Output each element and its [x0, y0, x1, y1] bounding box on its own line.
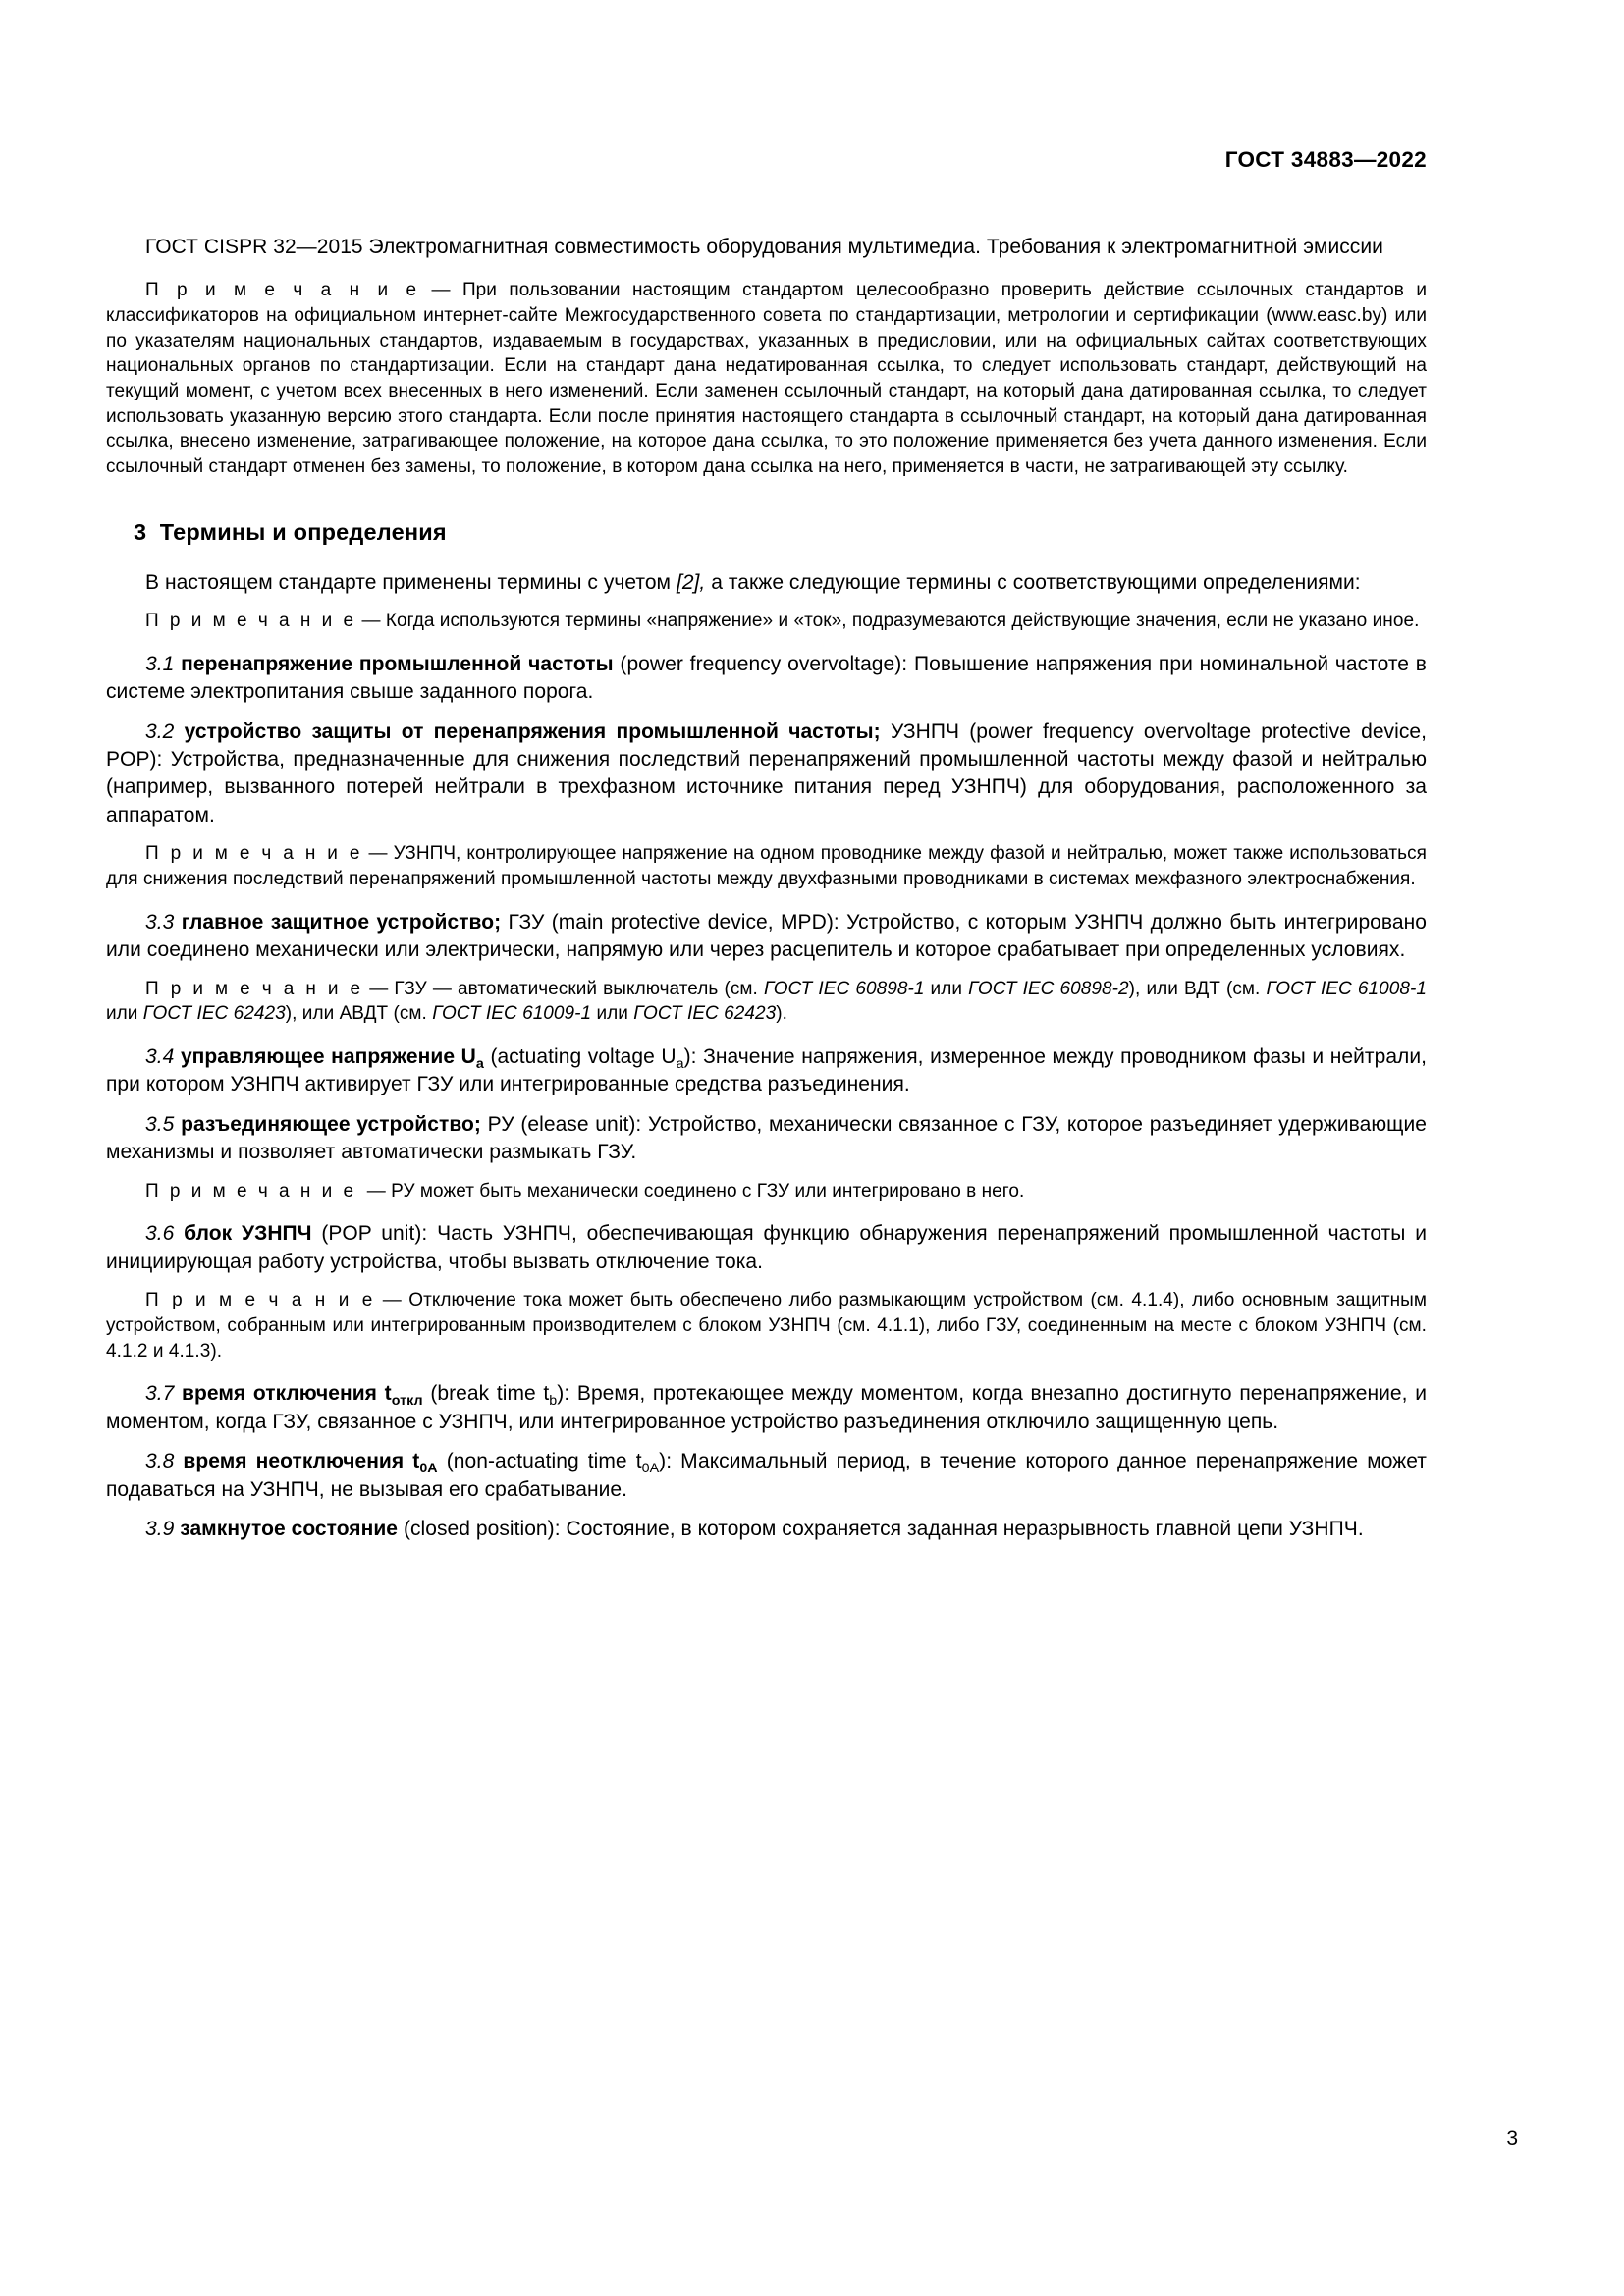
bibliographic-reference: [2],: [676, 570, 706, 594]
term-3-3-note: [106, 977, 1427, 1027]
page-header: ГОСТ 34883—2022: [1224, 147, 1427, 172]
note-body: УЗНПЧ, контролирующее напряжение на одном проводнике между фазой и нейтралью, может также использоваться для снижения последствий перенапряжений промышленной частоты между двухфазными проводниками в системах межфазного электроснабжения.: [106, 843, 1427, 890]
term-3-5-note: П р и м е ч а н и е — РУ может быть механически соединено с ГЗУ или интегрировано в него.: [145, 1180, 1025, 1201]
term-en-subscript: a: [676, 1055, 684, 1072]
term-number: 3.7: [145, 1382, 175, 1406]
note-dash: —: [419, 280, 462, 301]
term-number: 3.8: [145, 1450, 175, 1473]
reference-standard-paragraph: ГОСТ CISPR 32—2015 Электромагнитная совместимость оборудования мультимедиа. Требования к электромагнитной эмиссии: [145, 236, 1383, 258]
note-label: П р и м е ч а н и е: [145, 1180, 357, 1201]
term-3-2: [106, 719, 1427, 830]
term-name: управляющее напряжение $U_a$: [180, 1044, 484, 1072]
term-3-6: [106, 1220, 1427, 1276]
term-definition: : Время, протекающее между моментом, когда внезапно достигнуто перенапряжение, и моментом, когда ГЗУ, связанное с УЗНПЧ, или интегрированное устройство разъединения отключило защищенную цепь.: [106, 1382, 1428, 1433]
term-3-5: [106, 1111, 1427, 1167]
term-abbr: РУ: [480, 1112, 521, 1136]
note-label: П р и м е ч а н и е: [145, 611, 357, 632]
section-number: 3: [134, 518, 147, 545]
term-name: замкнутое состояние: [180, 1517, 399, 1540]
section-title-text: Термины и определения: [159, 518, 447, 545]
term-definition: : Устройства, предназначенные для снижения последствий перенапряжений промышленной частоты между фазой и нейтралью (например, вызванного потерей нейтрали в трехфазном источнике питания перед УЗНПЧ) для оборудования, расположенного за аппаратом.: [106, 748, 1427, 827]
note-body: Когда используются термины «напряжение» и «ток», подразумеваются действующие значения, если не указано иное.: [385, 611, 1420, 632]
term-name-subscript: a: [475, 1055, 484, 1072]
section-heading: [106, 519, 1427, 546]
term-3-4: [106, 1043, 1427, 1099]
term-en: (main protective device, MPD): [551, 910, 834, 934]
term-name-subscript: откл: [391, 1392, 423, 1409]
term-en: (actuating voltage $U_a$): [490, 1044, 691, 1072]
note-body: При пользовании настоящим стандартом целесообразно проверить действие ссылочных стандартов и классификаторов на официальном интернет-сайте Межгосударственного совета по стандартизации, метрологии и сертификации (www.easc.by) или по указателям национальных стандартов, издаваемым в государствах, указанных в предисловии, или на официальных сайтах соответствующих национальных органов по стандартизации. Если на стандарт дана недатированная ссылка, то следует использовать стандарт, действующий на текущий момент, с учетом всех внесенных в него изменений. Если заменен ссылочный стандарт, на который дана датированная ссылка, то следует использовать указанную версию этого стандарта. Если после принятия настоящего стандарта в ссылочный стандарт, на который дана датированная ссылка, внесено изменение, затрагивающее положение, на которое дана ссылка, то это положение применяется без учета данного изменения. Если ссылочный стандарт отменен без замены, то положение, в котором дана ссылка на него, применяется в части, не затрагивающей эту ссылку.: [106, 280, 1427, 477]
term-name: главное защитное устройство;: [181, 910, 502, 934]
term-name: время отключения $t_{откл}$: [182, 1382, 423, 1409]
term-3-7: [106, 1380, 1427, 1436]
term-definition: : Максимальный период, в течение которого данное перенапряжение может подаваться на УЗНПЧ, не вызывая его срабатывание.: [106, 1450, 1427, 1501]
term-definition: : Устройство, с которым УЗНПЧ должно быть интегрировано или соединено механически или электрически, напрямую или через расцепитель и которое срабатывает при определенных условиях.: [106, 910, 1427, 962]
note-body-rich: — ГЗУ — автоматический выключатель (см. ГОСТ IEC 60898-1 или ГОСТ IEC 60898-2), или ВДТ (см. ГОСТ IEC 61008-1 или ГОСТ IEC 62423), или АВДТ (см. ГОСТ IEC 61009-1 или ГОСТ IEC 62423).: [106, 978, 1427, 1025]
term-en: (POP unit): [321, 1222, 422, 1246]
term-name: перенапряжение промышленной частоты: [181, 652, 614, 675]
note-label: П р и м е ч а н и е: [145, 978, 364, 999]
term-name: устройство защиты от перенапряжения промышленной частоты;: [184, 720, 881, 743]
section-lead: В настоящем стандарте применены термины с учетом [2], а также следующие термины с соответствующими определениями:: [145, 570, 1361, 594]
term-en: (non-actuating time $t_{0A}$): [446, 1450, 667, 1476]
term-3-3: [106, 909, 1427, 965]
page-number: 3: [1506, 2127, 1518, 2150]
term-name: блок УЗНПЧ: [184, 1222, 312, 1246]
term-number: 3.4: [145, 1044, 175, 1068]
term-number: 3.2: [145, 720, 175, 743]
term-3-8: [106, 1448, 1427, 1504]
term-en-subscript: 0A: [641, 1460, 660, 1476]
term-abbr: УЗНПЧ: [880, 720, 970, 743]
term-number: 3.1: [145, 652, 175, 675]
term-en: (break time $t_b$): [430, 1382, 565, 1409]
note-body: Отключение тока может быть обеспечено либо размыкающим устройством (см. 4.1.4), либо основным защитным устройством, собранным или интегрированным производителем с блоком УЗНПЧ (см. 4.1.1), либо ГЗУ, соединенным на месте с блоком УЗНПЧ (см. 4.1.2 и 4.1.3).: [106, 1290, 1427, 1362]
term-en: (closed position): [403, 1517, 555, 1540]
term-en: (elease unit): [520, 1112, 636, 1136]
term-3-1: [106, 651, 1427, 707]
term-definition: : Часть УЗНПЧ, обеспечивающая функцию обнаружения перенапряжений промышленной частоты и инициирующая работу устройства, чтобы вызвать отключение тока.: [106, 1222, 1428, 1273]
term-en-subscript: b: [549, 1392, 558, 1409]
term-number: 3.9: [145, 1517, 175, 1540]
term-number: 3.3: [145, 910, 175, 934]
term-name: время неотключения $t_{0A}$: [183, 1450, 438, 1476]
term-name-subscript: 0A: [419, 1460, 438, 1476]
note-body: РУ может быть механически соединено с ГЗУ или интегрировано в него.: [391, 1180, 1025, 1201]
term-3-9: [106, 1516, 1427, 1543]
term-en: (power frequency overvoltage): [620, 652, 902, 675]
term-3-6-note: П р и м е ч а н и е — Отключение тока может быть обеспечено либо размыкающим устройством (см. 4.1.4), либо основным защитным устройством, собранным или интегрированным производителем с блоком УЗНПЧ (см. 4.1.1), либо ГЗУ, соединенным на месте с блоком УЗНПЧ (см. 4.1.2 и 4.1.3).: [106, 1290, 1427, 1362]
term-number: 3.6: [145, 1222, 175, 1246]
intro-note: [106, 278, 1427, 479]
term-number: 3.5: [145, 1112, 175, 1136]
term-en: (power frequency overvoltage protective device, POP): [106, 720, 1427, 772]
note-label: П р и м е ч а н и е: [145, 280, 420, 301]
note-label: П р и м е ч а н и е: [145, 843, 363, 865]
term-3-2-note: П р и м е ч а н и е — УЗНПЧ, контролирующее напряжение на одном проводнике между фазой и нейтралью, может также использоваться для снижения последствий перенапряжений промышленной частоты между двухфазными проводниками в системах межфазного электроснабжения.: [106, 843, 1427, 890]
note-label: П р и м е ч а н и е: [145, 1290, 376, 1311]
term-definition: : Устройство, механически связанное с ГЗУ, которое разъединяет удерживающие механизмы и позволяет автоматически размыкать ГЗУ.: [106, 1112, 1427, 1164]
section-note: П р и м е ч а н и е — Когда используются термины «напряжение» и «ток», подразумеваются действующие значения, если не указано иное.: [145, 611, 1420, 632]
term-definition: : Состояние, в котором сохраняется заданная неразрывность главной цепи УЗНПЧ.: [554, 1517, 1364, 1540]
term-definition: : Значение напряжения, измеренное между проводником фазы и нейтрали, при котором УЗНПЧ активирует ГЗУ или интегрированные средства разъединения.: [106, 1044, 1428, 1096]
term-name: разъединяющее устройство;: [181, 1112, 481, 1136]
term-abbr: ГЗУ: [501, 910, 552, 934]
term-definition: : Повышение напряжения при номинальной частоте в системе электропитания свыше заданного порога.: [106, 652, 1428, 704]
page-content: [106, 147, 1427, 1543]
